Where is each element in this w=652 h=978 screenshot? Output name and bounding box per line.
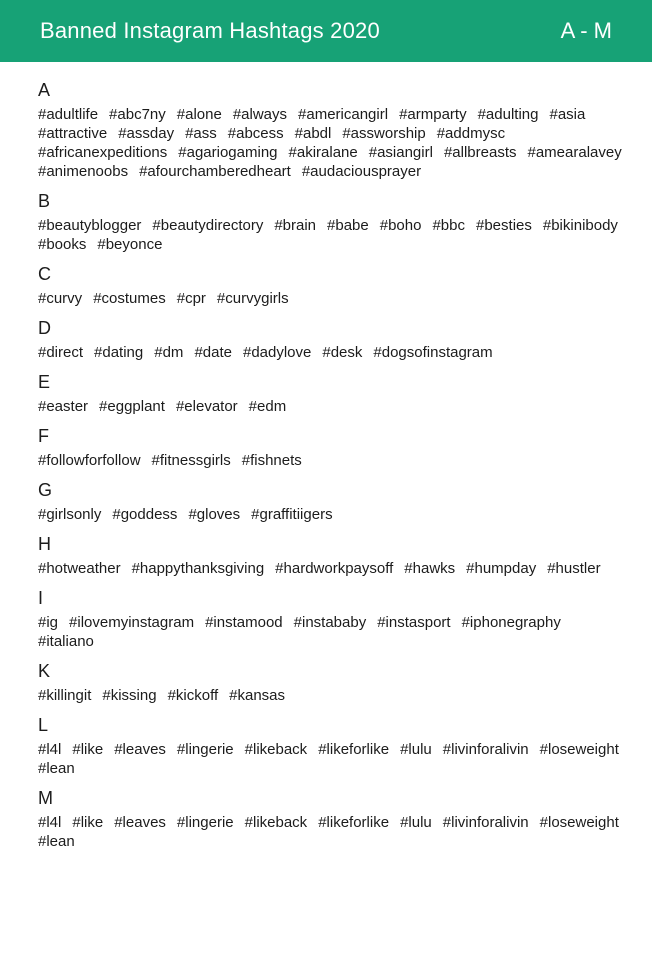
hashtag: #humpday xyxy=(466,560,537,577)
tag-list xyxy=(38,813,638,851)
hashtag: #instababy xyxy=(293,614,367,631)
hashtag: #lulu xyxy=(400,814,432,831)
section-letter: A xyxy=(38,80,51,100)
hashtag: #audaciousprayer xyxy=(301,163,422,180)
hashtag: #beyonce xyxy=(97,236,163,253)
hashtag: #allbreasts xyxy=(443,144,517,161)
hashtag: #cpr xyxy=(176,290,206,307)
hashtag-list xyxy=(0,62,652,851)
hashtag: #l4l xyxy=(38,814,62,831)
hashtag: #attractive xyxy=(38,125,108,142)
section-i xyxy=(38,587,638,651)
section-letter: L xyxy=(38,715,49,735)
header-bar xyxy=(0,0,652,62)
hashtag: #dm xyxy=(154,344,184,361)
section-letter: F xyxy=(38,426,49,446)
hashtag: #like xyxy=(72,814,104,831)
section-d xyxy=(38,317,638,362)
hashtag: #lean xyxy=(38,833,75,850)
tag-list xyxy=(38,105,638,181)
hashtag: #graffitiigers xyxy=(251,506,333,523)
hashtag: #always xyxy=(232,106,288,123)
hashtag: #likeback xyxy=(244,741,308,758)
hashtag: #likeback xyxy=(244,814,308,831)
section-letter: K xyxy=(38,661,51,681)
hashtag: #asia xyxy=(549,106,586,123)
hashtag: #babe xyxy=(327,217,369,234)
hashtag: #hustler xyxy=(547,560,601,577)
letter-range: A - M xyxy=(560,18,612,43)
hashtag: #instasport xyxy=(377,614,451,631)
hashtag: #ilovemyinstagram xyxy=(69,614,195,631)
hashtag: #killingit xyxy=(38,687,92,704)
hashtag: #livinforalivin xyxy=(442,741,529,758)
section-letter: G xyxy=(38,480,53,500)
hashtag: #adulting xyxy=(477,106,539,123)
tag-list xyxy=(38,613,638,651)
hashtag: #kickoff xyxy=(167,687,219,704)
hashtag: #curvygirls xyxy=(216,290,289,307)
hashtag: #animenoobs xyxy=(38,163,129,180)
section-l xyxy=(38,714,638,778)
tag-list xyxy=(38,397,638,416)
section-m xyxy=(38,787,638,851)
hashtag: #abdl xyxy=(294,125,332,142)
hashtag: #livinforalivin xyxy=(442,814,529,831)
hashtag: #goddess xyxy=(112,506,178,523)
hashtag: #costumes xyxy=(93,290,166,307)
hashtag: #beautyblogger xyxy=(38,217,142,234)
tag-list xyxy=(38,343,638,362)
section-g xyxy=(38,479,638,524)
section-h xyxy=(38,533,638,578)
hashtag: #abcess xyxy=(227,125,284,142)
hashtag: #books xyxy=(38,236,87,253)
section-k xyxy=(38,660,638,705)
hashtag: #bbc xyxy=(432,217,465,234)
hashtag: #fishnets xyxy=(241,452,302,469)
hashtag: #beautydirectory xyxy=(152,217,264,234)
tag-list xyxy=(38,216,638,254)
section-f xyxy=(38,425,638,470)
hashtag: #kansas xyxy=(229,687,286,704)
hashtag: #lean xyxy=(38,760,75,777)
hashtag: #hardworkpaysoff xyxy=(275,560,394,577)
hashtag: #curvy xyxy=(38,290,83,307)
hashtag: #easter xyxy=(38,398,89,415)
hashtag: #africanexpeditions xyxy=(38,144,168,161)
hashtag: #gloves xyxy=(188,506,241,523)
hashtag: #alone xyxy=(176,106,222,123)
section-b xyxy=(38,190,638,254)
hashtag: #bikinibody xyxy=(542,217,618,234)
hashtag: #lulu xyxy=(400,741,432,758)
hashtag: #kissing xyxy=(102,687,157,704)
hashtag: #loseweight xyxy=(539,741,619,758)
hashtag: #desk xyxy=(322,344,363,361)
hashtag: #l4l xyxy=(38,741,62,758)
hashtag: #dogsofinstagram xyxy=(373,344,493,361)
hashtag: #fitnessgirls xyxy=(151,452,231,469)
hashtag: #eggplant xyxy=(99,398,165,415)
section-e xyxy=(38,371,638,416)
hashtag: #adultlife xyxy=(38,106,99,123)
hashtag: #dating xyxy=(94,344,144,361)
section-letter: M xyxy=(38,788,53,808)
tag-list xyxy=(38,505,638,524)
hashtag: #armparty xyxy=(399,106,467,123)
hashtag: #likeforlike xyxy=(318,814,390,831)
hashtag: #hawks xyxy=(404,560,456,577)
hashtag: #ig xyxy=(38,614,59,631)
hashtag: #girlsonly xyxy=(38,506,102,523)
hashtag: #like xyxy=(72,741,104,758)
hashtag: #dadylove xyxy=(242,344,312,361)
section-letter: D xyxy=(38,318,51,338)
hashtag: #lingerie xyxy=(176,741,234,758)
hashtag: #likeforlike xyxy=(318,741,390,758)
hashtag: #agariogaming xyxy=(178,144,278,161)
hashtag: #elevator xyxy=(175,398,238,415)
section-letter: E xyxy=(38,372,51,392)
hashtag: #loseweight xyxy=(539,814,619,831)
tag-list xyxy=(38,686,638,705)
hashtag: #afourchamberedheart xyxy=(139,163,291,180)
hashtag: #americangirl xyxy=(298,106,389,123)
hashtag: #lingerie xyxy=(176,814,234,831)
page-title: Banned Instagram Hashtags 2020 xyxy=(40,18,380,43)
hashtag: #asiangirl xyxy=(368,144,433,161)
hashtag: #assworship xyxy=(342,125,426,142)
hashtag: #boho xyxy=(379,217,422,234)
hashtag: #akiralane xyxy=(288,144,358,161)
tag-list xyxy=(38,451,638,470)
section-a xyxy=(38,79,638,181)
section-c xyxy=(38,263,638,308)
hashtag: #leaves xyxy=(114,741,166,758)
hashtag: #besties xyxy=(476,217,532,234)
hashtag: #italiano xyxy=(38,633,94,650)
hashtag: #hotweather xyxy=(38,560,121,577)
hashtag: #ass xyxy=(185,125,217,142)
tag-list xyxy=(38,740,638,778)
hashtag: #iphonegraphy xyxy=(461,614,561,631)
section-letter: I xyxy=(38,588,44,608)
hashtag: #assday xyxy=(118,125,175,142)
hashtag: #leaves xyxy=(114,814,166,831)
hashtag: #date xyxy=(194,344,232,361)
hashtag: #followforfollow xyxy=(38,452,141,469)
tag-list xyxy=(38,289,638,308)
section-letter: B xyxy=(38,191,51,211)
hashtag: #amearalavey xyxy=(527,144,622,161)
section-letter: H xyxy=(38,534,51,554)
hashtag: #abc7ny xyxy=(109,106,166,123)
hashtag: #instamood xyxy=(205,614,283,631)
hashtag: #addmysc xyxy=(436,125,506,142)
hashtag: #brain xyxy=(274,217,317,234)
hashtag: #direct xyxy=(38,344,84,361)
hashtag: #edm xyxy=(248,398,287,415)
hashtag: #happythanksgiving xyxy=(131,560,265,577)
tag-list xyxy=(38,559,638,578)
section-letter: C xyxy=(38,264,51,284)
